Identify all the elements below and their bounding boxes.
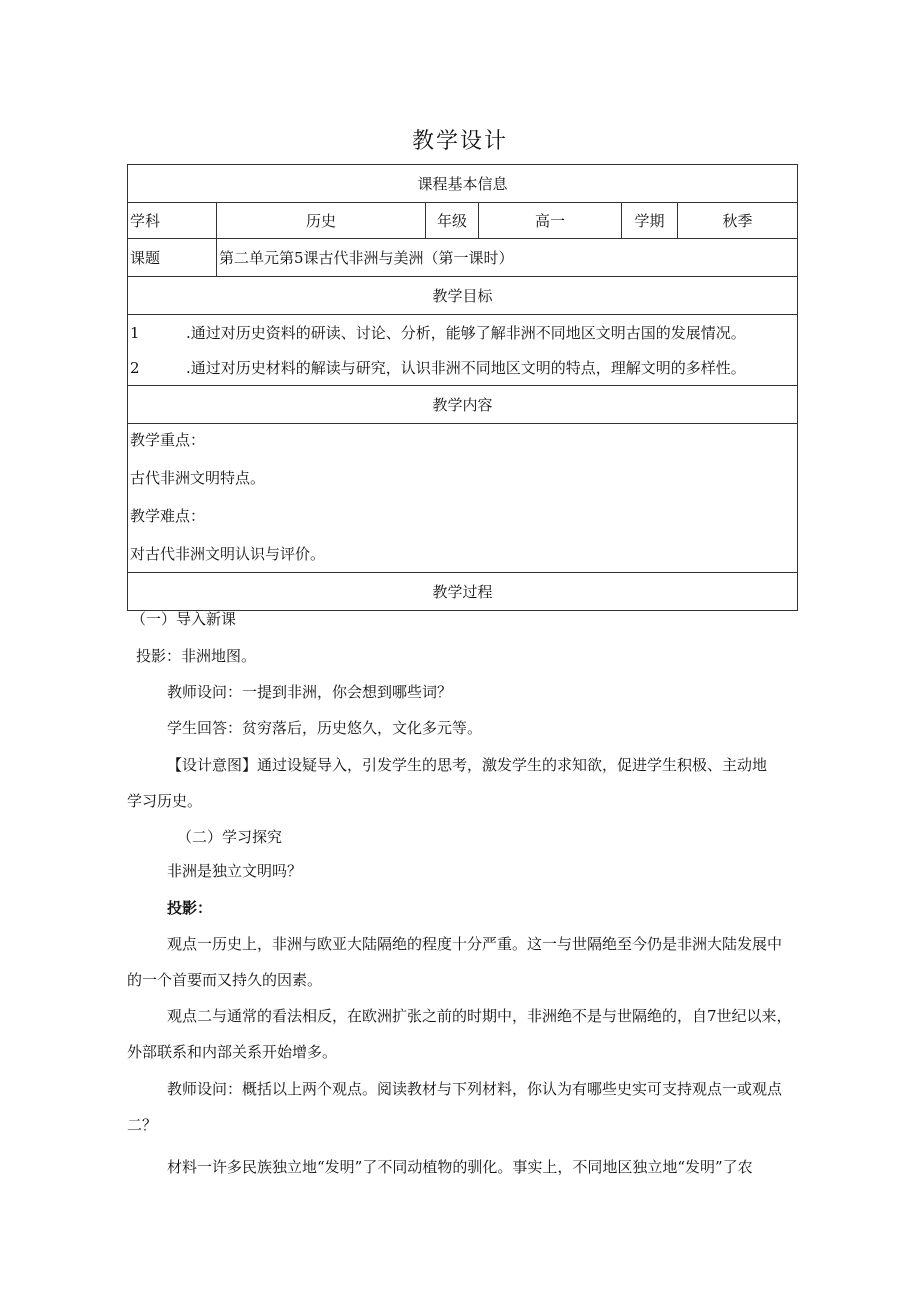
projection-map: 投影：非洲地图。 [136,647,257,665]
basic-info-header: 课程基本信息 [128,165,798,203]
subject-value: 历史 [217,203,426,239]
grade-label: 年级 [426,203,479,239]
goal-item [128,350,798,386]
topic-label: 课题 [128,239,217,277]
key-point-text: 古代非洲文明特点。 [130,469,266,487]
view1-line1: 观点一历史上，非洲与欧亚大陆隔绝的程度十分严重。这一与世隔绝至今仍是非洲大陆发展中 [167,935,783,953]
goals-header: 教学目标 [128,277,798,315]
goal-text: .通过对历史材料的解读与研究，认识非洲不同地区文明的特点，理解文明的多样性。 [186,359,746,377]
goal-number: 2 [130,359,140,377]
student-answer-1: 学生回答：贫穷落后，历史悠久，文化多元等。 [167,719,483,737]
part1-heading: （一）导入新课 [131,610,237,628]
part2-heading: （二）学习探究 [177,828,283,846]
design-intent-line1: 【设计意图】通过设疑导入，引发学生的思考，激发学生的求知欲，促进学生积极、主动地 [167,756,768,774]
goal-text: .通过对历史资料的研读、讨论、分析，能够了解非洲不同地区文明古国的发展情况。 [186,324,746,342]
goal-item [128,315,798,351]
view2-line2: 外部联系和内部关系开始增多。 [127,1043,338,1061]
core-question: 非洲是独立文明吗？ [167,862,303,880]
view2-line1: 观点二与通常的看法相反，在欧洲扩张之前的时期中，非洲绝不是与世隔绝的，自7世纪以来， [167,1007,792,1025]
teacher-question-1: 教师设问：一提到非洲，你会想到哪些词？ [167,683,453,701]
grade-value: 高一 [479,203,622,239]
difficult-point-text: 对古代非洲文明认识与评价。 [130,545,326,563]
content-cell [128,424,798,573]
design-intent-line2: 学习历史。 [127,792,203,810]
content-header: 教学内容 [128,386,798,424]
subject-label: 学科 [128,203,217,239]
document-title: 教学设计 [411,129,508,154]
term-label: 学期 [622,203,678,239]
topic-value: 第二单元第5课古代非洲与美洲（第一课时） [217,239,798,277]
course-info-table [127,164,798,611]
projection-label: 投影： [167,899,213,917]
process-header: 教学过程 [128,573,798,611]
goal-number: 1 [130,324,140,342]
teacher-question-2-line1: 教师设问：概括以上两个观点。阅读教材与下列材料，你认为有哪些史实可支持观点一或观点 [167,1080,783,1098]
teacher-question-2-line2: 二？ [127,1116,158,1134]
term-value: 秋季 [678,203,798,239]
key-point-label: 教学重点： [130,431,206,449]
material-1: 材料一许多民族独立地“发明”了不同动植物的驯化。事实上，不同地区独立地“发明”了农 [167,1158,753,1176]
view1-line2: 的一个首要而又持久的因素。 [127,971,323,989]
difficult-point-label: 教学难点： [130,507,206,525]
